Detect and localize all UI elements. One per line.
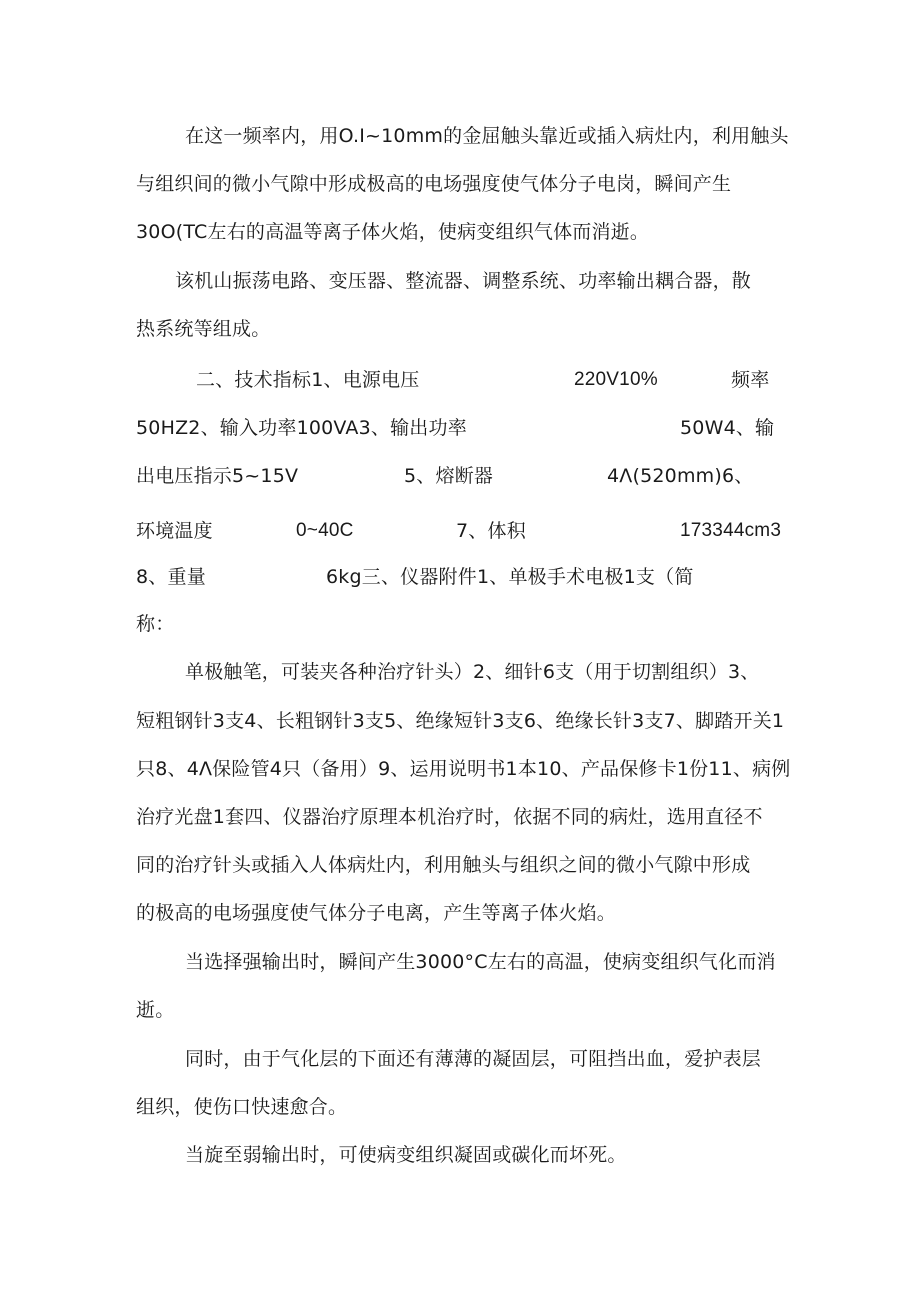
paragraph-4-line-6: 的极高的电场强度使气体分子电离，产生等离子体火焰。 xyxy=(136,902,617,924)
spec-row-6-label: 称： xyxy=(136,613,175,635)
paragraph-4-line-4: 治疗光盘1套四、仪器治疗原理本机治疗时，依据不同的病灶，选用直径不 xyxy=(136,806,763,828)
paragraph-1-line-1: 在这一频率内，用O.I~10mm的金屈触头靠近或插入病灶内，利用触头 xyxy=(185,125,789,147)
paragraph-4-line-1: 单极触笔，可装夹各种治疗针头）2、细针6支（用于切割组织）3、 xyxy=(185,661,760,683)
paragraph-5-line-2: 逝。 xyxy=(136,999,175,1021)
spec-row-1-frequency-label: 频率 xyxy=(731,369,770,391)
paragraph-2-line-2: 热系统等组成。 xyxy=(136,318,271,340)
spec-row-5-label: 8、重量 xyxy=(136,566,206,588)
paragraph-4-line-5: 同的治疗针头或插入人体病灶内，利用触头与组织之间的微小气隙中形成 xyxy=(136,854,751,876)
spec-row-2-output-power: 50W4、输 xyxy=(680,417,775,439)
spec-row-4-volume-label: 7、体积 xyxy=(456,520,526,542)
paragraph-4-line-3: 只8、4Λ保险管4只（备用）9、运用说明书1本10、产品保修卡1份11、病例 xyxy=(136,758,791,780)
spec-row-3-fuse-label: 5、熔断器 xyxy=(404,465,494,487)
spec-row-4-label: 环境温度 xyxy=(136,520,213,542)
spec-row-1-voltage: 220V10% xyxy=(574,369,658,390)
spec-row-4-volume-value: 173344cm3 xyxy=(680,520,782,541)
paragraph-5-line-1: 当选择强输出时，瞬间产生3000°C左右的高温，使病变组织气化而消 xyxy=(185,951,776,973)
spec-row-1-label: 二、技术指标1、电源电压 xyxy=(196,369,420,391)
spec-row-5-weight-and-accessories: 6kg三、仪器附件1、单极手术电极1支（简 xyxy=(326,566,694,588)
paragraph-2-line-1: 该机山振荡电路、变压器、整流器、调整系统、功率输出耦合器，散 xyxy=(175,270,752,292)
spec-row-2-label: 50HZ2、输入功率100VA3、输出功率 xyxy=(136,417,467,439)
paragraph-1-line-2: 与组织间的微小气隙中形成极高的电场强度使气体分子电岗，瞬间产生 xyxy=(136,173,732,195)
spec-row-3-fuse-value: 4Λ(520mm)6、 xyxy=(607,465,754,487)
spec-row-4-temperature: 0~40C xyxy=(296,520,354,541)
paragraph-7-line-1: 当旋至弱输出时，可使病变组织凝固或碳化而坏死。 xyxy=(185,1144,627,1166)
paragraph-4-line-2: 短粗钢针3支4、长粗钢针3支5、绝缘短针3支6、绝缘长针3支7、脚踏开关1 xyxy=(136,710,785,732)
paragraph-6-line-2: 组织，使伤口快速愈合。 xyxy=(136,1096,348,1118)
paragraph-6-line-1: 同时，由于气化层的下面还有薄薄的凝固层，可阻挡出血，爱护表层 xyxy=(185,1048,762,1070)
spec-row-3-label: 出电压指示5~15V xyxy=(136,465,299,487)
paragraph-1-line-3: 30O(TC左右的高温等离子体火焰，使病变组织气体而消逝。 xyxy=(136,221,650,243)
